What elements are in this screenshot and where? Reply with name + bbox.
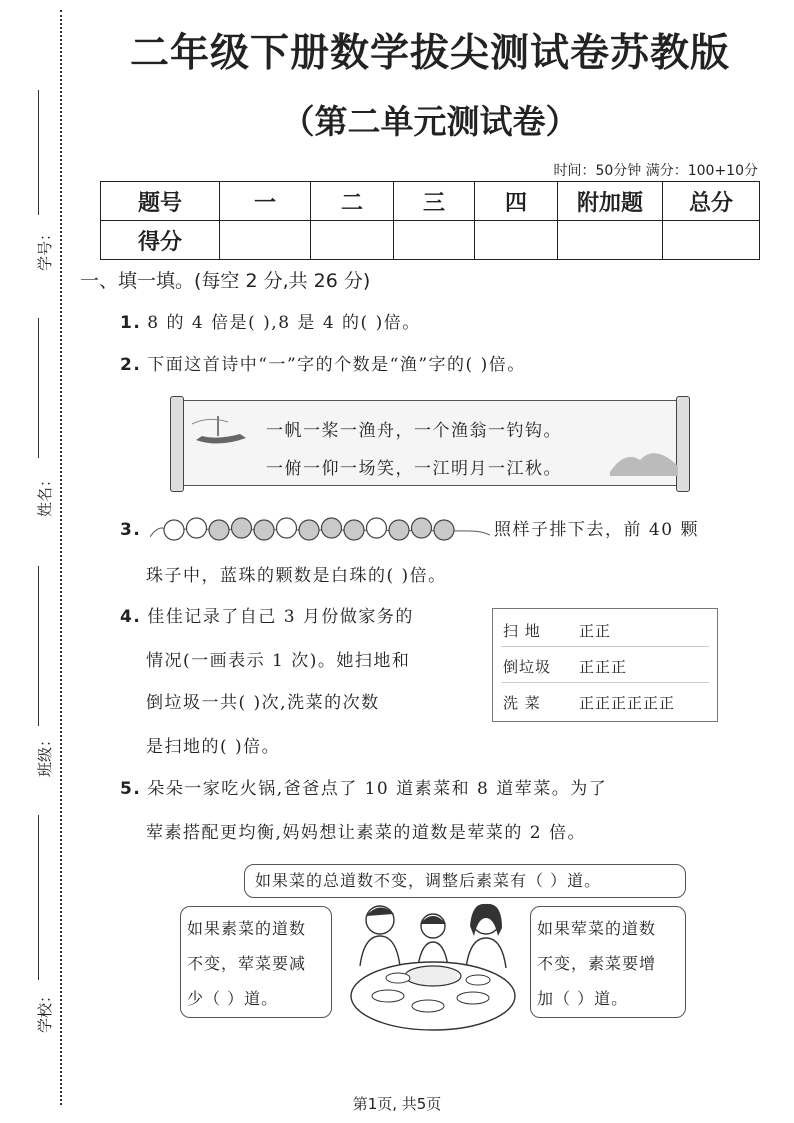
score-header-cell: 附加题 xyxy=(558,182,663,221)
blue-bead xyxy=(209,520,229,540)
blue-bead xyxy=(434,520,454,540)
score-header-cell: 四 xyxy=(475,182,558,221)
question-text: 下面这首诗中“一”字的个数是“渔”字的( )倍。 xyxy=(147,355,526,375)
white-bead xyxy=(277,518,297,538)
speech-bubble-right xyxy=(530,906,686,1018)
tally-task: 洗 菜 xyxy=(503,694,541,712)
question-1 xyxy=(120,306,421,340)
page-title: 二年级下册数学拔尖测试卷苏教版 xyxy=(129,31,730,76)
question-text: 8 的 4 倍是( ),8 是 4 的( )倍。 xyxy=(147,313,421,333)
bead-string xyxy=(150,515,490,545)
question-number: 1. xyxy=(120,313,142,333)
bubble-line: 不变，荤菜要减 xyxy=(187,954,307,973)
class-line xyxy=(38,566,39,726)
question-text-line: 情况(一画表示 1 次)。她扫地和 xyxy=(146,651,411,671)
question-number: 3. xyxy=(120,520,142,540)
page-footer: 第1页, 共5页 xyxy=(352,1095,442,1113)
score-input-cell[interactable] xyxy=(663,221,760,260)
score-header-cell: 三 xyxy=(394,182,475,221)
question-number: 4. xyxy=(120,607,142,627)
score-input-cell[interactable] xyxy=(475,221,558,260)
class-label: 班级： xyxy=(36,731,55,778)
bubble-line: 少（ ）道。 xyxy=(187,989,279,1008)
question-3-number xyxy=(120,513,147,547)
tally-task: 扫 地 xyxy=(503,622,541,640)
landscape-illustration xyxy=(610,436,680,476)
question-text-line: 是扫地的( )倍。 xyxy=(146,737,281,757)
question-number: 2. xyxy=(120,355,142,375)
score-input-cell[interactable] xyxy=(311,221,394,260)
tally-row xyxy=(501,611,709,647)
blue-bead xyxy=(254,520,274,540)
exam-meta: 时间：50分钟 满分：100+10分 xyxy=(553,163,758,179)
blue-bead xyxy=(412,518,432,538)
question-text-line: 朵朵一家吃火锅,爸爸点了 10 道素菜和 8 道荤菜。为了 xyxy=(147,779,608,799)
bubble-line: 加（ ）道。 xyxy=(537,989,629,1008)
student-id-label: 学号： xyxy=(36,225,55,272)
school-field xyxy=(14,815,55,1035)
tally-marks: 正正正 xyxy=(579,658,628,676)
tally-card xyxy=(492,608,718,722)
score-header-cell: 题号 xyxy=(101,182,220,221)
score-table xyxy=(100,181,760,260)
boat-illustration xyxy=(188,412,258,452)
question-5 xyxy=(120,772,607,806)
white-bead xyxy=(164,520,184,540)
poem-line-1: 一帆一桨一渔舟，一个渔翁一钓钩。 xyxy=(266,421,562,441)
blue-bead xyxy=(389,520,409,540)
school-line xyxy=(38,815,39,980)
speech-bubble-top: 如果菜的总道数不变，调整后素菜有（ ）道。 xyxy=(244,864,686,898)
blue-bead xyxy=(322,518,342,538)
tally-row xyxy=(501,647,709,683)
score-header-cell: 一 xyxy=(220,182,311,221)
class-field xyxy=(14,566,55,778)
score-table-header-row xyxy=(101,182,760,221)
tally-marks: 正正 xyxy=(579,622,612,640)
bubble-line: 如果素菜的道数 xyxy=(187,919,307,938)
score-input-cell[interactable] xyxy=(220,221,311,260)
bubble-line: 不变，素菜要增 xyxy=(537,954,657,973)
question-2 xyxy=(120,348,526,382)
question-3-text-2: 珠子中，蓝珠的颗数是白珠的( )倍。 xyxy=(146,566,447,586)
name-field xyxy=(14,318,55,518)
score-input-cell[interactable] xyxy=(558,221,663,260)
name-label: 姓名： xyxy=(36,471,55,518)
question-text-line: 佳佳记录了自己 3 月份做家务的 xyxy=(147,607,414,627)
family-hotpot-illustration xyxy=(338,896,528,1036)
section-title: 一、填一填。(每空 2 分,共 26 分) xyxy=(80,270,371,292)
score-header-cell: 总分 xyxy=(663,182,760,221)
score-input-cell[interactable] xyxy=(394,221,475,260)
tally-row xyxy=(501,683,709,718)
question-text-line: 荤素搭配更均衡,妈妈想让素菜的道数是荤菜的 2 倍。 xyxy=(146,823,587,843)
question-3-text-1: 照样子排下去，前 40 颗 xyxy=(494,520,699,540)
score-row-label: 得分 xyxy=(101,221,220,260)
page-subtitle: （第二单元测试卷） xyxy=(281,102,579,141)
white-bead xyxy=(367,518,387,538)
blue-bead xyxy=(344,520,364,540)
blue-bead xyxy=(299,520,319,540)
tally-marks: 正正正正正正 xyxy=(579,694,676,712)
question-4 xyxy=(120,600,414,634)
score-table-score-row xyxy=(101,221,760,260)
speech-bubble-left xyxy=(180,906,332,1018)
binding-dashed-line xyxy=(60,10,62,1105)
poem-line-2: 一俯一仰一场笑，一江明月一江秋。 xyxy=(266,459,562,479)
question-number: 5. xyxy=(120,779,142,799)
question-text-line: 倒垃圾一共( )次,洗菜的次数 xyxy=(146,693,380,713)
tally-task: 倒垃圾 xyxy=(503,658,552,676)
score-header-cell: 二 xyxy=(311,182,394,221)
school-label: 学校： xyxy=(36,987,55,1034)
scroll-rod-left xyxy=(170,396,184,492)
name-line xyxy=(38,318,39,458)
poem-scroll xyxy=(170,396,690,490)
bubble-line: 如果荤菜的道数 xyxy=(537,919,657,938)
blue-bead xyxy=(232,518,252,538)
white-bead xyxy=(187,518,207,538)
